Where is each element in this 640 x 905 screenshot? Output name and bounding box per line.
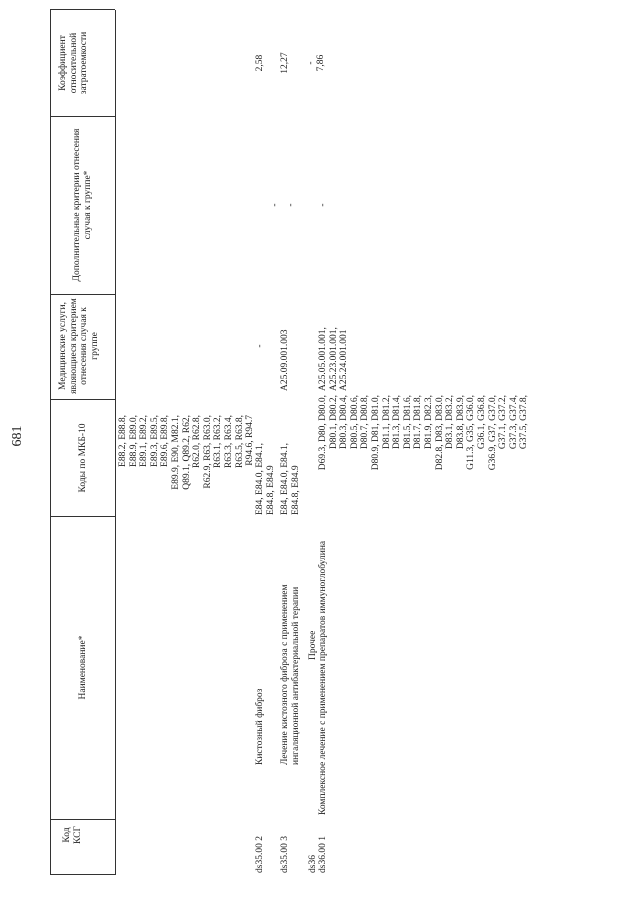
text-line: E88.9, E89.0, [128,415,139,467]
table-right-border [50,9,115,10]
text-line: R62.0, R62.8, [192,415,203,469]
text-line: D81.1, D81.2, [381,395,392,450]
text-line: D83.8, D83.9, [455,395,466,450]
header-coef: Коэффициент относительной затратоемкости [58,31,90,95]
text-line: E89.3, E89.5, [149,415,160,467]
row-ds35-002-criteria: - [270,203,280,207]
row-ds35-002-services: - [255,344,265,348]
text-line: A25.24.001.001 [339,329,350,391]
text-line: G37.1, G37.2, [498,395,509,450]
header-name: Наименование* [78,635,88,700]
text-line: E89.6, E89.8, [160,415,171,467]
text-line: A25.05.001.001, [318,327,328,391]
row-ds35-003-icd [280,400,301,515]
row-ds35-003-coef: 12,27 [280,52,290,74]
text-line: E89.9, E90, M82.1, [170,415,181,490]
text-line: D80.3, D80.4, [339,395,350,450]
row-ds35-002-icd [255,400,276,515]
row-ds35-003-services: A25.09.001.003 [280,329,290,391]
text-line: R63.5, R63.8, [234,415,245,469]
row-ds36-001-icd [318,395,530,605]
row-ds36-code: ds36 [308,855,318,873]
text-line: G37.5, G37.8, [519,395,530,450]
text-line: D81.3, D81.4, [392,395,403,450]
col-divider-2 [50,516,115,517]
text-line: D80.7, D80.8, [360,395,371,450]
row-ds35-003-criteria: - [286,203,296,207]
col-divider-5 [50,116,115,117]
row-ds35-002-code: ds35.00 2 [255,836,265,873]
text-line: E84.8, E84.9 [265,465,276,515]
header-criteria: Дополнительные критерии отнесения случая к группе* [72,128,93,282]
row-ds36-001-coef: 7,86 [316,54,326,72]
row-ds36-coef: - [306,61,316,65]
row-ds36-name: Прочее [308,630,318,660]
icd-continuation [118,415,256,605]
page-number: 681 [10,425,25,447]
text-line: D80.1, D80.2, [328,395,339,450]
row-ds35-002-name: Кистозный фиброз [255,688,265,765]
text-line: G36.1, G36.8, [476,395,487,450]
text-line: D83.1, D83.2, [445,395,456,450]
text-line: E84.8, E84.9 [290,465,301,515]
row-ds36-001-criteria: - [318,203,328,207]
row-ds35-003-name: Лечение кистозного фиброза с применением ингаляционной антибактериальной терапии [280,584,301,765]
row-ds35-003-code: ds35.00 3 [280,836,290,873]
row-ds36-001-services [318,296,350,391]
table-top-border [50,10,51,875]
text-line: A25.23.001.001, [328,327,339,391]
header-bottom-border [115,10,116,875]
col-divider-3 [50,399,115,400]
text-line: D80.5, D80.6, [349,395,360,450]
text-line: R94.6, R94.7 [245,415,256,466]
row-ds36-001-code: ds36.00 1 [318,836,328,873]
text-line: R62.9, R63, R63.0, [202,415,213,489]
text-line: G36.9, G37, G37.0, [487,395,498,471]
text-line: R63.1, R63.2, [213,415,224,469]
text-line: D69.3, D80, D80.0, [318,395,328,471]
text-line: G37.3, G37.4, [508,395,519,450]
text-line: D82.8, D83, D83.0, [434,395,445,471]
col-divider-4 [50,294,115,295]
text-line: R63.3, R63.4, [223,415,234,469]
text-line: D80.9, D81, D81.0, [370,395,381,471]
header-code: Код КСГ [62,826,83,844]
header-services: Медицинские услуги, являющиеся критерием отнесения случая к группе [58,298,100,394]
text-line: D81.9, D82.3, [423,395,434,450]
row-ds35-002-coef: 2,58 [255,54,265,72]
row-ds36-001-name: Комплексное лечение с применением препаратов иммуноглобулина [318,540,328,815]
text-line: E84, E84.0, E84.1, [255,442,265,515]
text-line: Q89.1, Q89.2, R62, [181,415,192,490]
text-line: D81.7, D81.8, [413,395,424,450]
text-line: E89.1, E89.2, [139,415,150,467]
text-line: E88.2, E88.8, [118,415,128,467]
text-line: E84, E84.0, E84.1, [280,442,290,515]
header-icd: Коды по МКБ-10 [78,423,88,493]
text-line: D81.5, D81.6, [402,395,413,450]
table-left-border [50,874,115,875]
text-line: G11.3, G35, G36.0, [466,395,477,470]
